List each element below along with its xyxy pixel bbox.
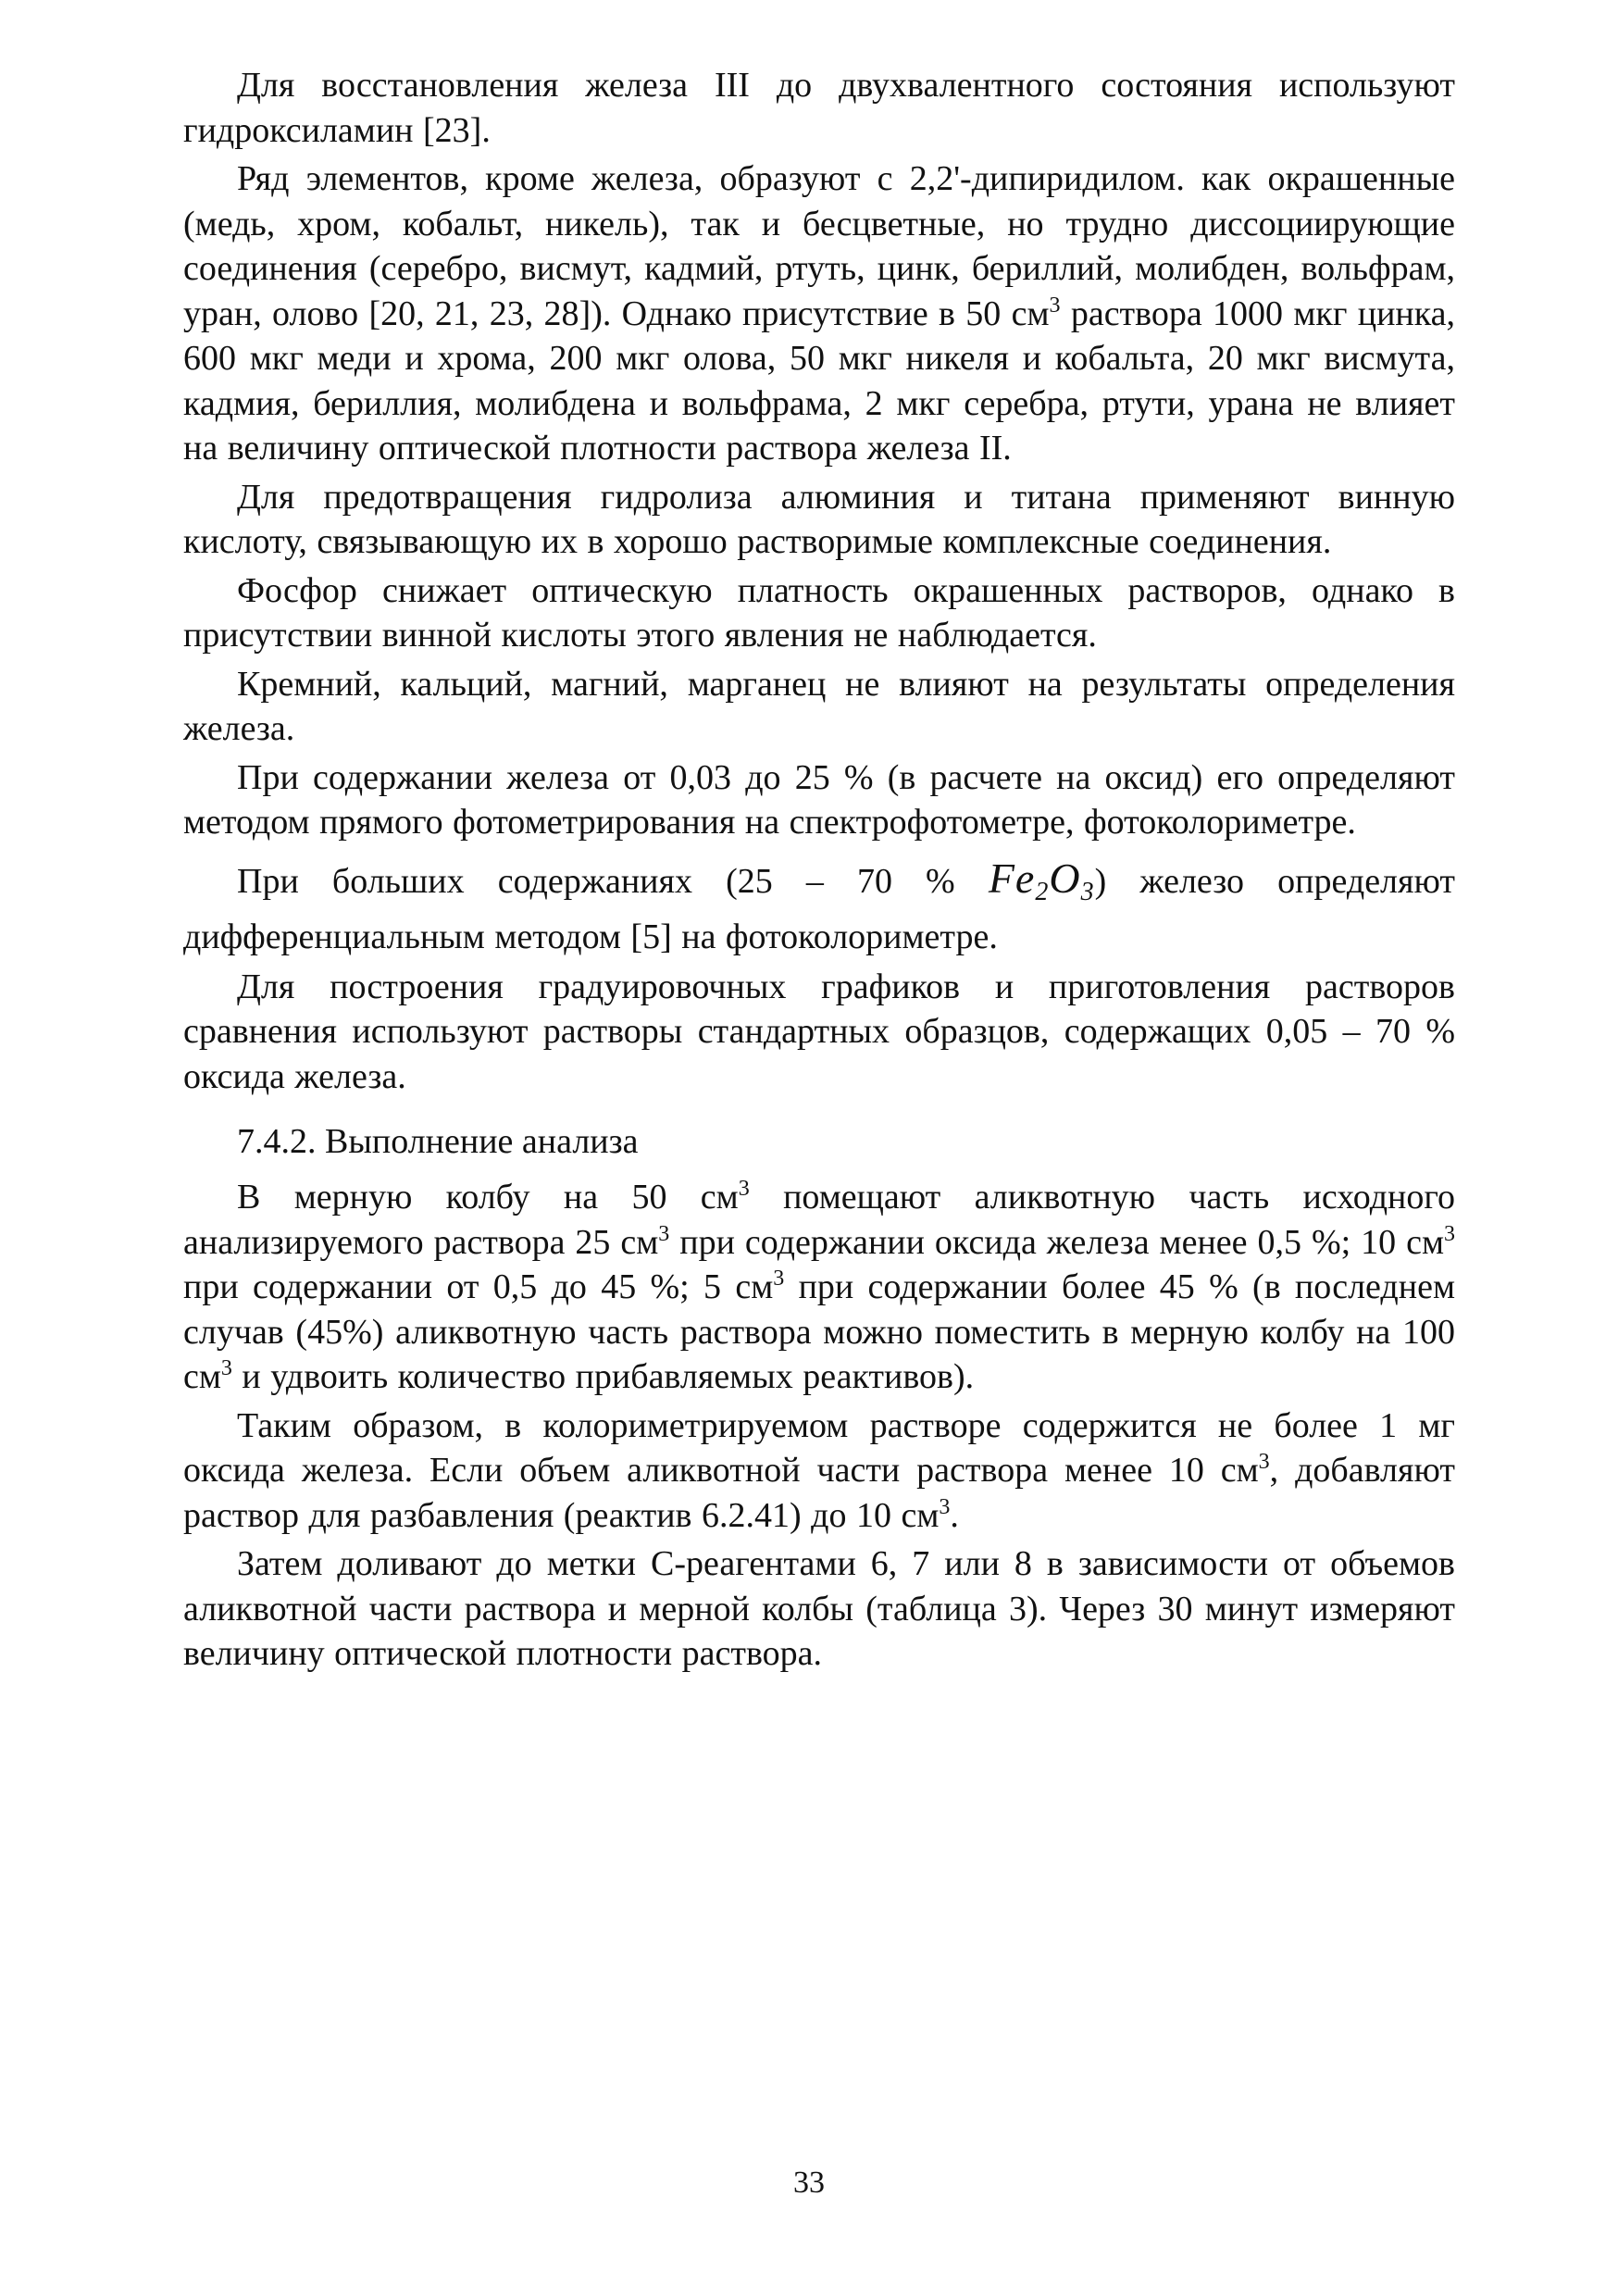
- paragraph-text: , добавляют раствор для разбавления (реактив 6.2.41) до 10 см: [183, 1451, 1455, 1535]
- superscript: 3: [1444, 1221, 1455, 1246]
- paragraph-text: при содержании оксида железа менее 0,5 %; 10 см: [669, 1222, 1444, 1262]
- paragraph-aliquot: [183, 1175, 1455, 1400]
- paragraph-measurement: [183, 1541, 1455, 1677]
- formula-subscript: 2: [1035, 877, 1050, 906]
- paragraph-text: Ряд элементов, кроме железа, образуют с 2,2'-дипиридилом. как окрашенные (медь, хром, кобальт, никель), так и бесцветные, но трудно диссоциирующие соединения (серебро, висмут, кадмий, ртуть, цинк, бериллий, молибден, вольфрам, уран, олово [20, 21, 23, 28]). Однако присутствие в 50 см: [183, 159, 1455, 333]
- paragraph-non-interfering: [183, 662, 1455, 752]
- paragraph-text: Таким образом, в колориметрируемом растворе содержится не более 1 мг оксида железа. Если объем аликвотной части раствора менее 10 см: [183, 1405, 1455, 1490]
- paragraph-dilution: [183, 1404, 1455, 1539]
- paragraph-text: при содержании от 0,5 до 45 %; 5 см: [183, 1267, 774, 1306]
- superscript: 3: [773, 1267, 785, 1291]
- paragraph-text: ) железо определяют дифференциальным методом [5] на фотоколориметре.: [183, 861, 1455, 956]
- paragraph-iron-reduction: [183, 63, 1455, 153]
- paragraph-text: и удвоить количество прибавляемых реактивов).: [231, 1357, 975, 1396]
- superscript: 3: [738, 1177, 750, 1201]
- paragraph-text: Для построения градуировочных графиков и приготовления растворов сравнения используют растворы стандартных образцов, содержащих 0,05 – 70 % оксида железа.: [183, 967, 1455, 1096]
- paragraph-phosphorus: [183, 568, 1455, 658]
- formula-subscript: 3: [1080, 877, 1095, 906]
- paragraph-hydrolysis-prevention: [183, 475, 1455, 565]
- paragraph-text: Фосфор снижает оптическую платность окрашенных растворов, однако в присутствии винной кислоты этого явления не наблюдается.: [183, 570, 1455, 655]
- paragraph-text: При содержании железа от 0,03 до 25 % (в расчете на оксид) его определяют методом прямого фотометрирования на спектрофотометре, фотоколориметре.: [183, 757, 1455, 842]
- superscript: 3: [658, 1221, 670, 1246]
- page-number: 33: [793, 2165, 825, 2200]
- chemical-formula: [988, 854, 1095, 906]
- superscript: 3: [939, 1494, 951, 1519]
- superscript: 3: [1049, 293, 1061, 318]
- paragraph-text: Кремний, кальций, магний, марганец не влияют на результаты определения железа.: [183, 664, 1455, 748]
- paragraph-text: Для восстановления железа III до двухвалентного состояния используют гидроксиламин [23].: [183, 66, 1455, 150]
- paragraph-differential-method: [183, 851, 1455, 965]
- superscript: 3: [220, 1356, 232, 1380]
- paragraph-text: при содержании более 45 % (в последнем случав (45%) аликвотную часть раствора можно поместить в мерную колбу на 100 см: [183, 1267, 1455, 1396]
- paragraph-text: раствора 1000 мкг цинка, 600 мкг меди и хрома, 200 мкг олова, 50 мкг никеля и кобальта, 20 мкг висмута, кадмия, бериллия, молибдена и вольфрама, 2 мкг серебра, ртути, урана не влияет на величину оптической плотности раствора железа II.: [183, 293, 1455, 468]
- paragraph-calibration: [183, 965, 1455, 1100]
- paragraph-interfering-elements: [183, 156, 1455, 471]
- document-page: [183, 63, 1455, 1680]
- paragraph-text: .: [950, 1495, 959, 1535]
- paragraph-text: При больших содержаниях (25 – 70 %: [237, 861, 989, 901]
- paragraph-text: Затем доливают до метки С-реагентами 6, 7 или 8 в зависимости от объемов аликвотной части раствора и мерной колбы (таблица 3). Через 30 минут измеряют величину оптической плотности раствора.: [183, 1544, 1455, 1673]
- section-heading: 7.4.2. Выполнение анализа: [237, 1122, 639, 1161]
- paragraph-text: помещают аликвотную часть исходного анализируемого раствора 25 см: [183, 1178, 1455, 1262]
- paragraph-text: Для предотвращения гидролиза алюминия и титана применяют винную кислоту, связывающую их в хорошо растворимые комплексные соединения.: [183, 477, 1455, 561]
- formula-element: Fe: [988, 854, 1036, 902]
- superscript: 3: [1258, 1450, 1270, 1474]
- paragraph-text: В мерную колбу на 50 см: [237, 1178, 739, 1217]
- paragraph-direct-photometry: [183, 755, 1455, 845]
- formula-element: O: [1049, 854, 1081, 902]
